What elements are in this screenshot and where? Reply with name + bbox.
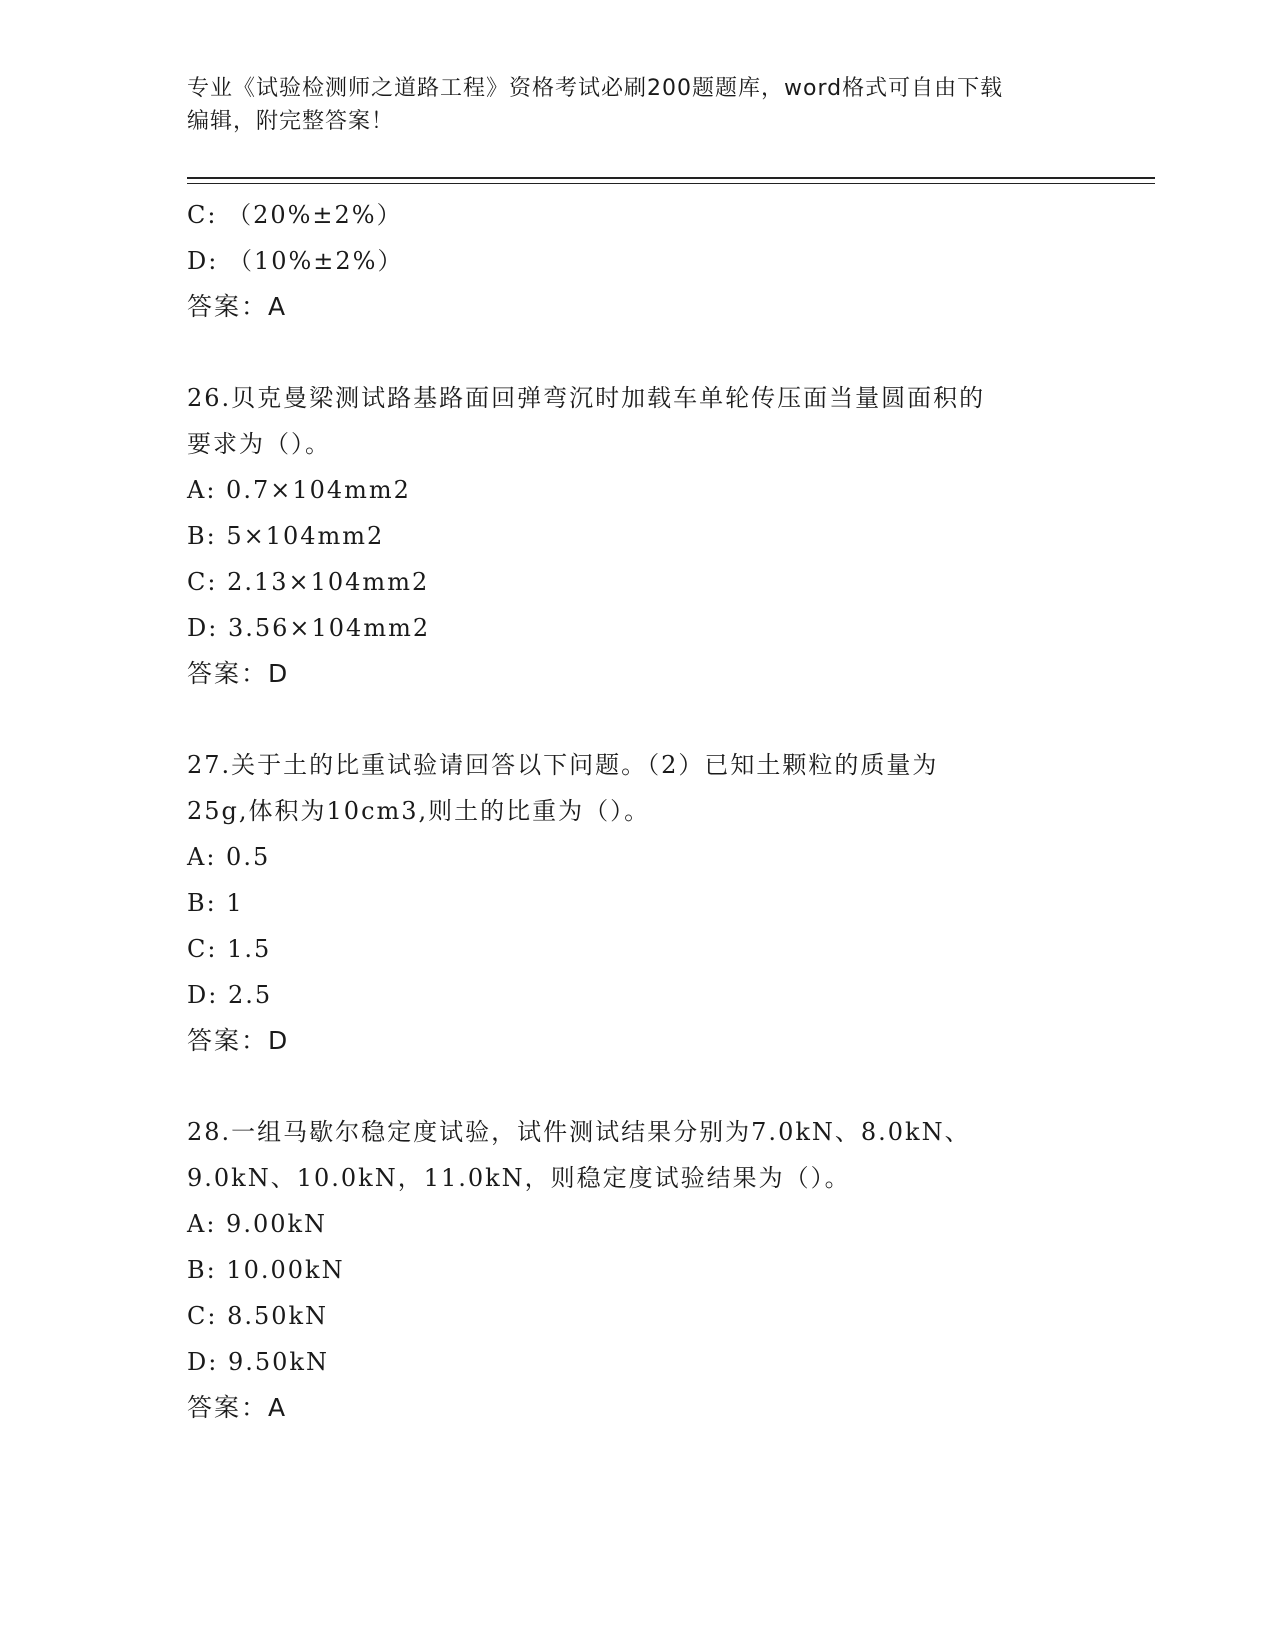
header-rule-thin (187, 183, 1155, 184)
option-d: D: （10%±2%） (187, 247, 404, 275)
spacer (187, 1064, 1147, 1109)
header-rule-thick (187, 177, 1155, 179)
spacer (187, 330, 1147, 375)
answer-line: 答案：A (187, 1393, 288, 1422)
document-header (187, 72, 1087, 138)
question-text-line: 28.一组马歇尔稳定度试验，试件测试结果分别为7.0kN、8.0kN、 (187, 1118, 971, 1146)
question-26 (187, 375, 1147, 697)
option-b: B: 1 (187, 889, 244, 917)
answer-line: 答案：D (187, 1026, 290, 1055)
previous-question-tail (187, 192, 1147, 330)
question-text-line: 26.贝克曼梁测试路基路面回弹弯沉时加载车单轮传压面当量圆面积的 (187, 384, 986, 412)
option-c: C: 2.13×104mm2 (187, 568, 430, 596)
option-a: A: 0.7×104mm2 (187, 476, 411, 504)
option-d: D: 2.5 (187, 981, 273, 1009)
option-c: C: （20%±2%） (187, 201, 403, 229)
question-text-line: 27.关于土的比重试验请回答以下问题。（2）已知土颗粒的质量为 (187, 751, 939, 779)
option-c: C: 8.50kN (187, 1302, 329, 1330)
header-line-1: 专业《试验检测师之道路工程》资格考试必刷200题题库，word格式可自由下载 (187, 76, 1004, 101)
option-d: D: 9.50kN (187, 1348, 329, 1376)
question-text-line: 要求为（）。 (187, 430, 331, 458)
answer-line: 答案：A (187, 292, 288, 321)
option-d: D: 3.56×104mm2 (187, 614, 431, 642)
spacer (187, 697, 1147, 742)
question-27 (187, 742, 1147, 1064)
document-body (187, 192, 1147, 1431)
option-a: A: 9.00kN (187, 1210, 328, 1238)
option-b: B: 10.00kN (187, 1256, 345, 1284)
question-text-line: 9.0kN、10.0kN，11.0kN，则稳定度试验结果为（）。 (187, 1164, 851, 1192)
header-line-2: 编辑，附完整答案！ (187, 109, 395, 134)
option-b: B: 5×104mm2 (187, 522, 385, 550)
option-c: C: 1.5 (187, 935, 272, 963)
question-text-line: 25g,体积为10cm3,则土的比重为（）。 (187, 797, 651, 825)
option-a: A: 0.5 (187, 843, 271, 871)
question-28 (187, 1109, 1147, 1431)
answer-line: 答案：D (187, 659, 290, 688)
